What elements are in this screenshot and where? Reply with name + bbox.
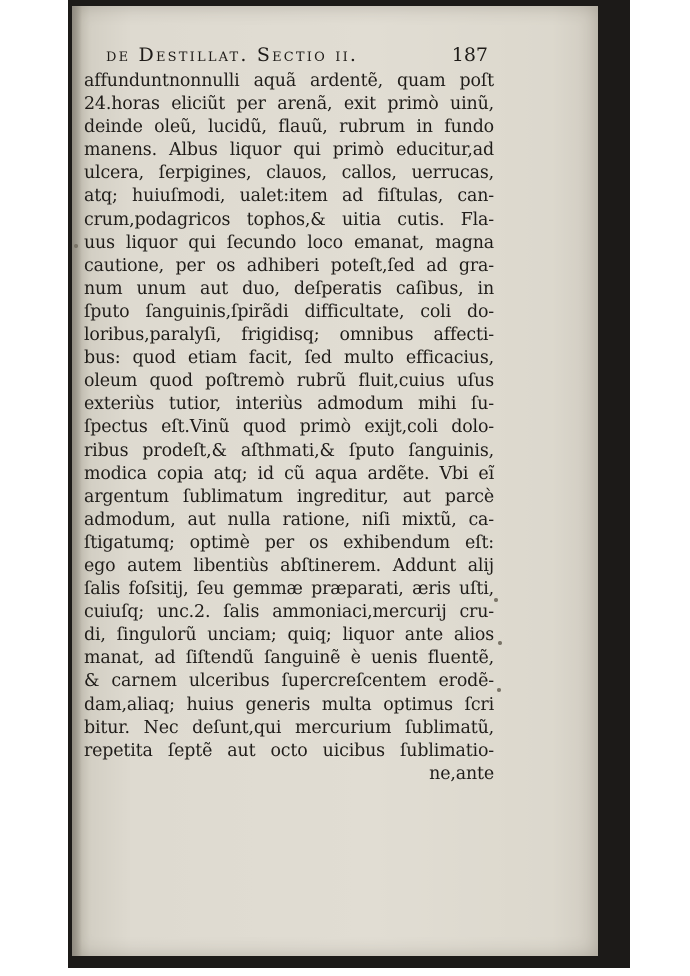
text-line: argentum ſublimatum ingreditur, aut parcè	[84, 486, 494, 507]
text-line: admodum, aut nulla ratione, niſi mixtũ, ca-	[84, 509, 494, 530]
text-line: ego autem libentiùs abſtinerem. Addunt alij	[84, 555, 494, 576]
paper-speck	[74, 244, 78, 248]
text-line: cautione, per os adhiberi poteſt,ſed ad gra-	[84, 255, 494, 276]
text-line: deinde oleũ, lucidũ, flauũ, rubrum in fundo	[84, 117, 494, 138]
text-line: loribus,paralyſi, frigidisq; omnibus affecti-	[84, 325, 494, 346]
text-line: di, ſingulorũ unciam; quiq; liquor ante alios	[84, 625, 494, 646]
text-line: modica copia atq; id cũ aqua ardẽte. Vbi eĩ	[84, 463, 494, 484]
text-line: manens. Albus liquor qui primò educitur,ad	[84, 140, 494, 161]
text-line: ſpectus eſt.Vinũ quod primò exijt,coli dolo-	[84, 417, 494, 438]
text-line: 24.horas eliciũt per arenã, exit primò uinũ,	[84, 94, 494, 115]
text-line: & carnem ulceribus ſupercreſcentem erodẽ-	[84, 671, 494, 692]
page-gutter-shadow	[72, 6, 82, 956]
text-line: ribus prodeſt,& aſthmati,& ſputo ſanguinis,	[84, 440, 494, 461]
text-line: bitur. Nec deſunt,qui mercurium ſublimatũ,	[84, 717, 494, 738]
text-line: dam,aliaq; huius generis multa optimus ſcri	[84, 694, 494, 715]
text-line: uus liquor qui ſecundo loco emanat, magna	[84, 232, 494, 253]
text-line: num unum aut duo, deſperatis caſibus, in	[84, 278, 494, 299]
text-line: repetita ſeptẽ aut octo uicibus ſublimatio-	[84, 740, 494, 761]
page-number: 187	[451, 44, 488, 66]
text-line: ulcera, ſerpigines, clauos, callos, uerrucas,	[84, 163, 494, 184]
paper-speck	[494, 598, 498, 602]
text-line: manat, ad ſiſtendũ ſanguinẽ è uenis fluentẽ,	[84, 648, 494, 669]
running-head	[106, 44, 488, 70]
text-line: ſtigatumq; optimè per os exhibendum eſt:	[84, 532, 494, 553]
paper-speck	[498, 641, 502, 645]
text-line: affunduntnonnulli aquã ardentẽ, quam poſt	[84, 71, 494, 91]
text-line: ſputo ſanguinis,ſpirãdi difficultate, coli do-	[84, 301, 494, 322]
text-line: bus: quod etiam facit, ſed multo efficacius,	[84, 348, 494, 369]
text-line: atq; huiuſmodi, ualet:item ad fiſtulas, can-	[84, 186, 494, 207]
text-line: oleum quod poſtremò rubrũ fluit,cuius uſus	[84, 371, 494, 392]
text-line: crum,podagricos tophos,& uitia cutis. Fla-	[84, 209, 494, 230]
text-line: ſalis foſsitij, ſeu gemmæ præparati, æris uſti,	[84, 579, 494, 600]
running-head-title: de Destillat. Sectio ii.	[106, 44, 359, 66]
paper-speck	[497, 688, 501, 692]
body-text	[84, 70, 494, 786]
catchword: ne,ante	[429, 763, 494, 784]
text-line: cuiuſq; unc.2. ſalis ammoniaci,mercurij cru-	[84, 602, 494, 623]
text-line: exteriùs tutior, interiùs admodum mihi ſu-	[84, 394, 494, 415]
